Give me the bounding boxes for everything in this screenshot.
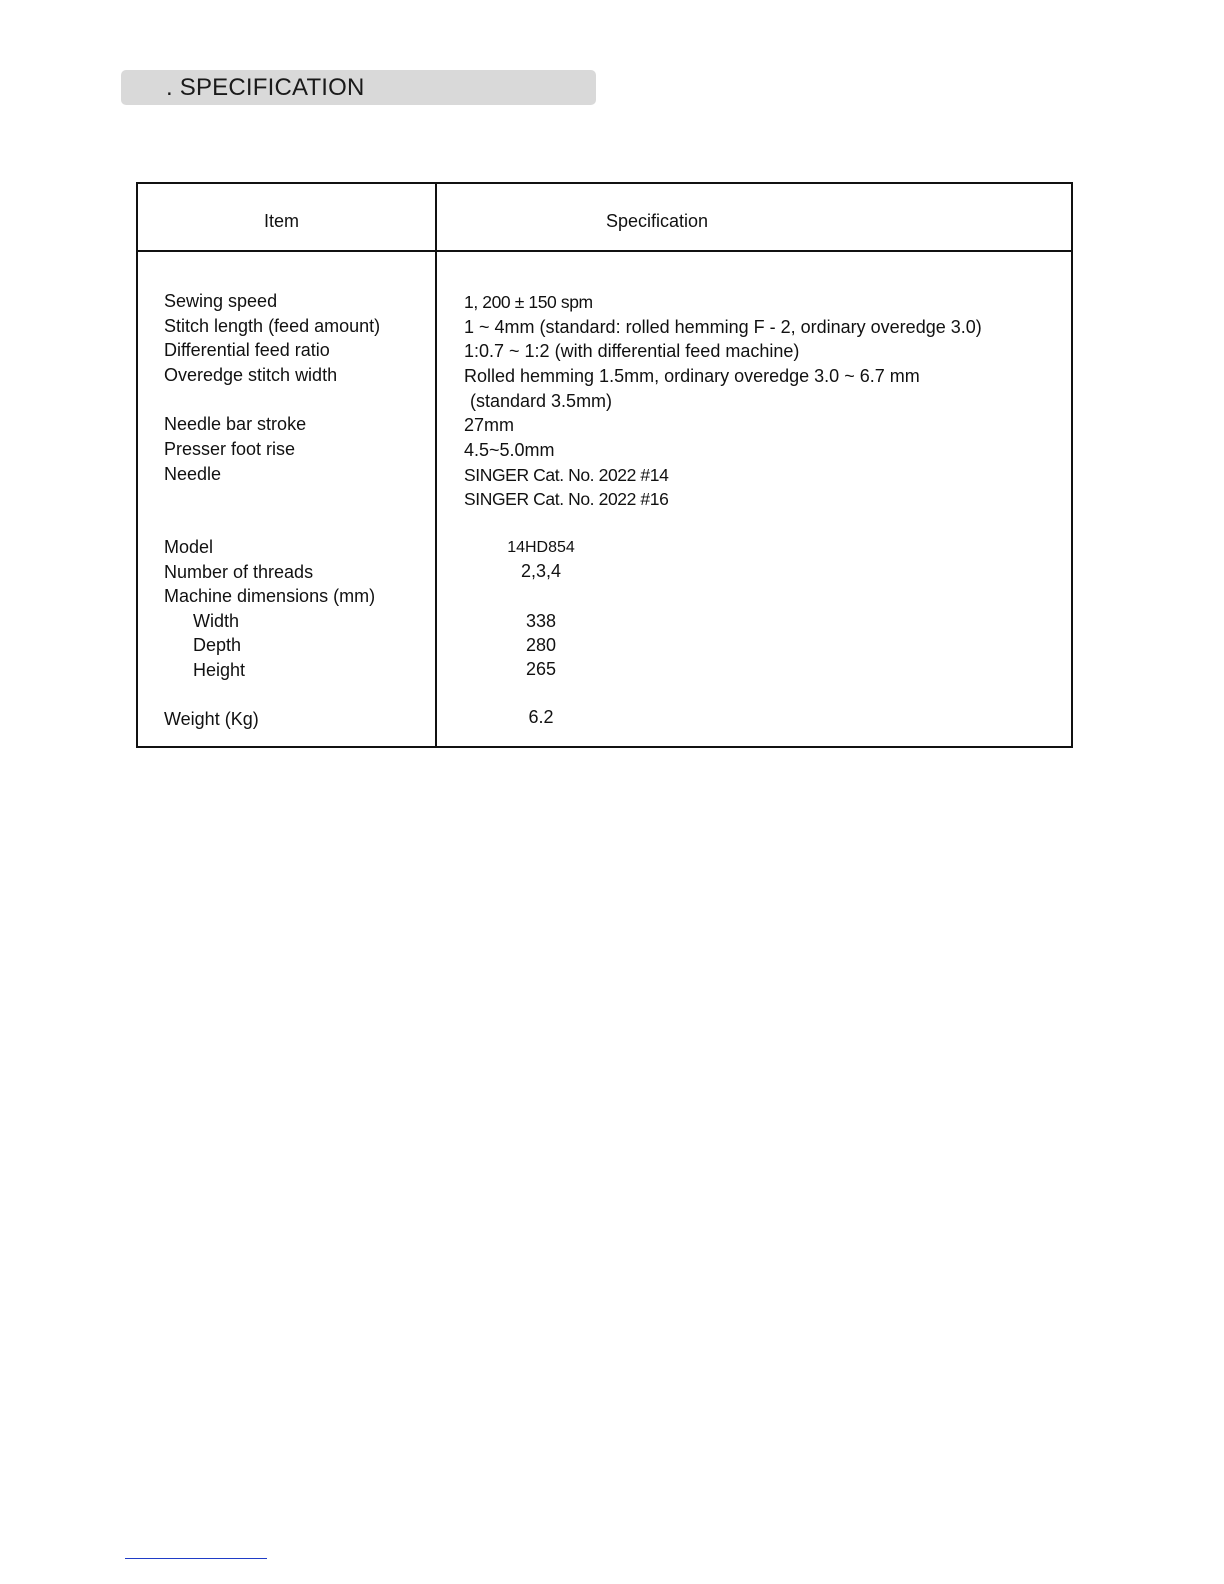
- section-title: . SPECIFICATION: [166, 74, 365, 101]
- width-label: Width: [193, 611, 240, 631]
- specification-column-header: Specification: [606, 211, 709, 231]
- item-column-header: Item: [264, 211, 300, 231]
- needle-bar-stroke-label: Needle bar stroke: [164, 414, 307, 434]
- differential-feed-value: 1:0.7 ~ 1:2 (with differential feed machine): [464, 341, 800, 361]
- dimensions-label: Machine dimensions (mm): [164, 586, 376, 606]
- section-header: [121, 70, 596, 105]
- sewing-speed-value: 1, 200 ± 150 spm: [464, 292, 593, 312]
- width-value: 338: [525, 611, 557, 631]
- overedge-width-label: Overedge stitch width: [164, 365, 338, 385]
- weight-value: 6.2: [528, 707, 554, 727]
- stitch-length-value: 1 ~ 4mm (standard: rolled hemming F - 2, ordinary overedge 3.0): [464, 317, 982, 337]
- presser-foot-rise-value: 4.5~5.0mm: [464, 440, 555, 460]
- stitch-length-label: Stitch length (feed amount): [164, 316, 381, 336]
- needle-value-line2: SINGER Cat. No. 2022 #16: [464, 489, 669, 509]
- model-label: Model: [164, 537, 214, 557]
- weight-label: Weight (Kg): [164, 709, 259, 729]
- column-divider: [435, 184, 437, 746]
- overedge-width-value: Rolled hemming 1.5mm, ordinary overedge 3.0 ~ 6.7 mm: [464, 366, 920, 386]
- needle-label: Needle: [164, 464, 222, 484]
- differential-feed-label: Differential feed ratio: [164, 340, 330, 360]
- threads-label: Number of threads: [164, 562, 314, 582]
- needle-value: SINGER Cat. No. 2022 #14: [464, 465, 669, 485]
- needle-bar-stroke-value: 27mm: [464, 415, 515, 435]
- model-value: 14HD854: [507, 539, 575, 556]
- sewing-speed-label: Sewing speed: [164, 291, 278, 311]
- height-label: Height: [193, 660, 246, 680]
- depth-label: Depth: [193, 635, 242, 655]
- overedge-width-value-line2: (standard 3.5mm): [470, 391, 613, 411]
- depth-value: 280: [525, 635, 557, 655]
- threads-value: 2,3,4: [520, 561, 562, 581]
- presser-foot-rise-label: Presser foot rise: [164, 439, 296, 459]
- footer-rule: [125, 1558, 267, 1559]
- header-divider: [138, 250, 1071, 252]
- height-value: 265: [525, 659, 557, 679]
- specification-table: [136, 182, 1073, 748]
